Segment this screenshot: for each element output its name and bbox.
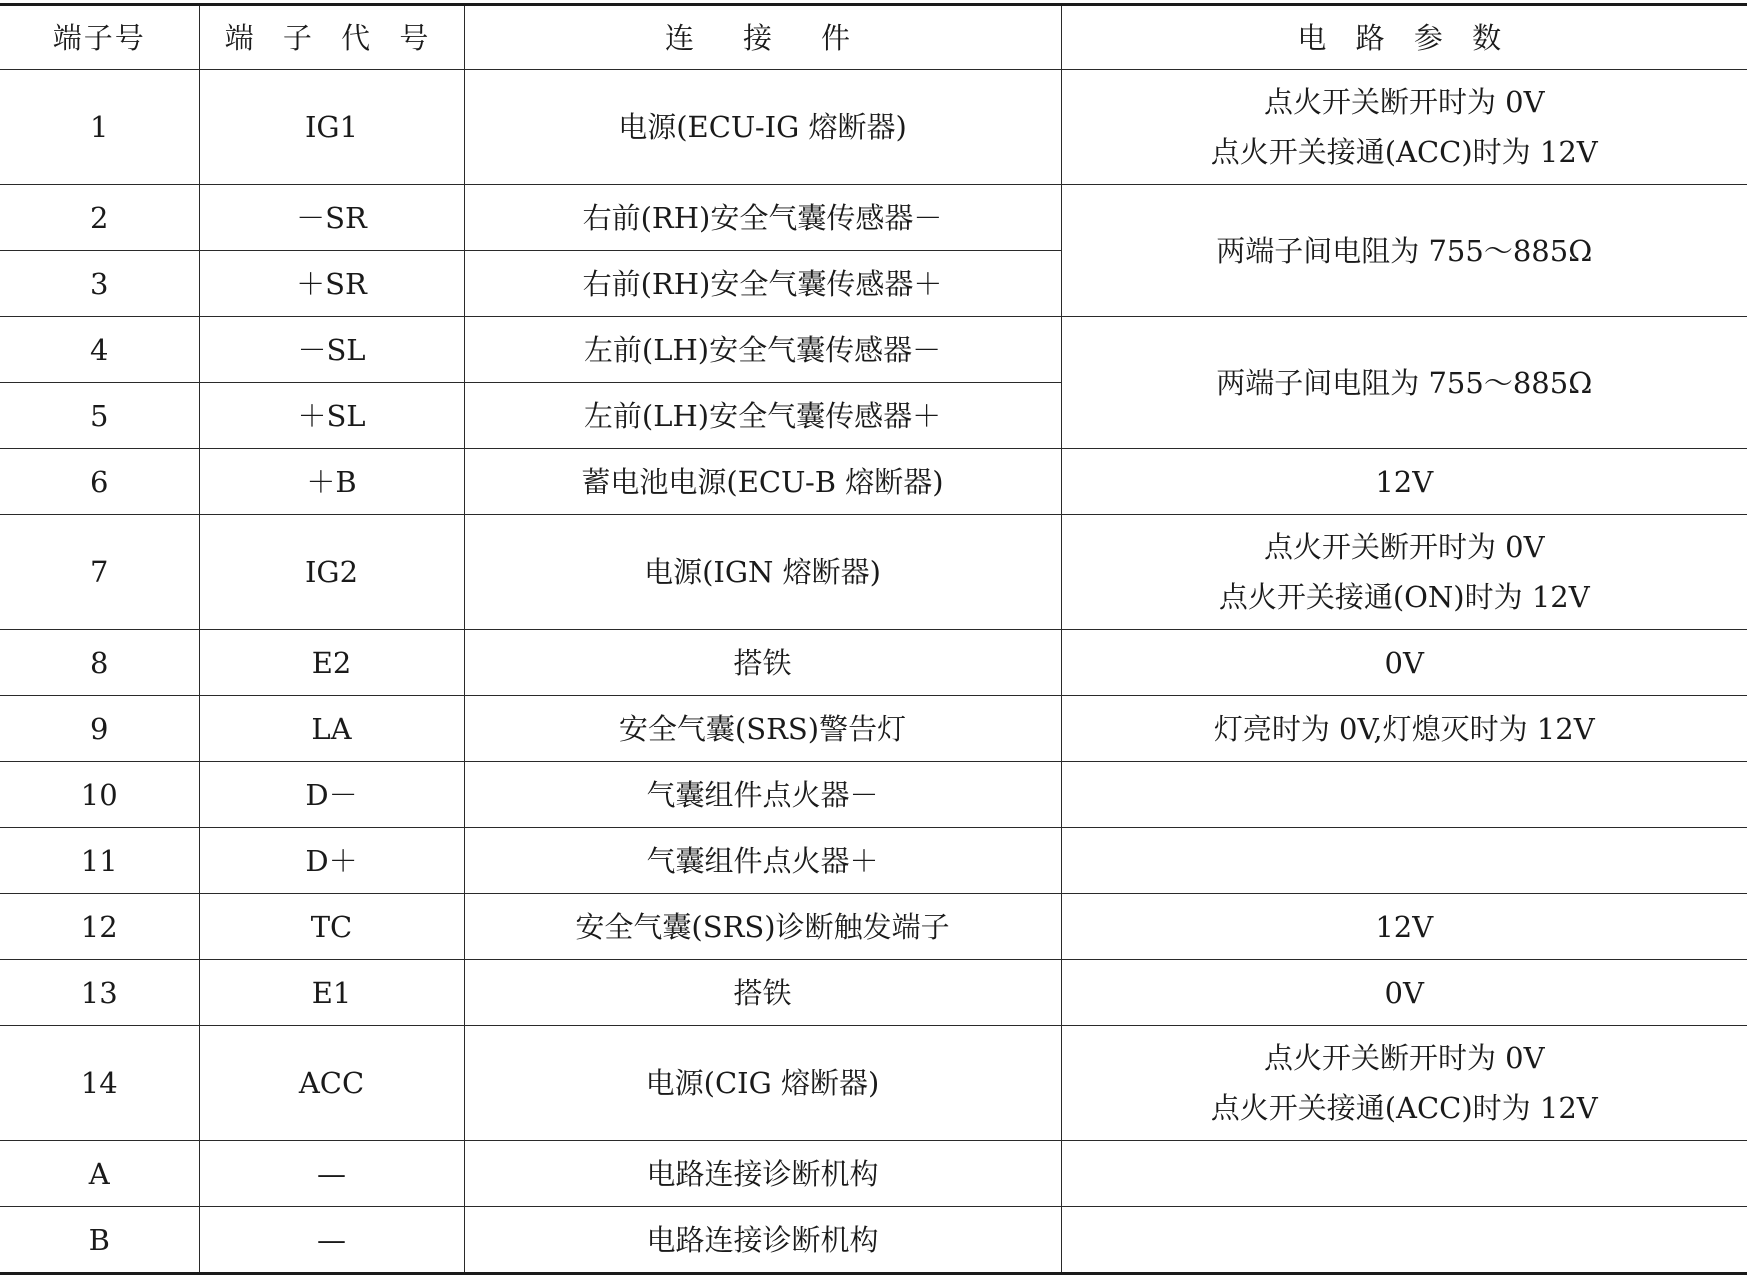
terminal-table — [0, 3, 1747, 1275]
cell-circuit-parameters — [1061, 828, 1747, 894]
cell-connector: 安全气囊(SRS)警告灯 — [464, 696, 1061, 762]
param-line: 点火开关断开时为 0V — [1263, 1041, 1545, 1075]
cell-terminal-number: 1 — [0, 70, 199, 185]
cell-terminal-number: 14 — [0, 1026, 199, 1141]
cell-terminal-code: ＋SR — [199, 251, 464, 317]
cell-connector: 电源(CIG 熔断器) — [464, 1026, 1061, 1141]
table-row — [0, 1026, 1747, 1141]
cell-connector: 右前(RH)安全气囊传感器＋ — [464, 251, 1061, 317]
cell-connector: 气囊组件点火器＋ — [464, 828, 1061, 894]
cell-terminal-code: －SR — [199, 185, 464, 251]
cell-terminal-number: 3 — [0, 251, 199, 317]
cell-terminal-code: IG1 — [199, 70, 464, 185]
cell-circuit-parameters — [1061, 515, 1747, 630]
cell-terminal-code: D＋ — [199, 828, 464, 894]
cell-terminal-code: — — [199, 1207, 464, 1274]
header-connector: 连 接 件 — [464, 5, 1061, 70]
param-line: 点火开关断开时为 0V — [1263, 530, 1545, 564]
table-row — [0, 696, 1747, 762]
cell-circuit-parameters — [1061, 1026, 1747, 1141]
header-terminal-code: 端 子 代 号 — [199, 5, 464, 70]
cell-terminal-code: D－ — [199, 762, 464, 828]
cell-terminal-code: E2 — [199, 630, 464, 696]
cell-terminal-code: ＋SL — [199, 383, 464, 449]
param-line: 点火开关接通(ACC)时为 12V — [1210, 135, 1598, 169]
cell-terminal-number: 4 — [0, 317, 199, 383]
param-line: 点火开关接通(ACC)时为 12V — [1210, 1091, 1598, 1125]
cell-connector: 电源(ECU-IG 熔断器) — [464, 70, 1061, 185]
cell-circuit-parameters — [1061, 762, 1747, 828]
cell-connector: 气囊组件点火器－ — [464, 762, 1061, 828]
cell-connector: 电路连接诊断机构 — [464, 1141, 1061, 1207]
table-row — [0, 1207, 1747, 1274]
cell-terminal-number: A — [0, 1141, 199, 1207]
table-row — [0, 960, 1747, 1026]
cell-terminal-code: LA — [199, 696, 464, 762]
header-circuit-parameters: 电 路 参 数 — [1061, 5, 1747, 70]
param-line: 点火开关断开时为 0V — [1263, 85, 1545, 119]
cell-terminal-code: — — [199, 1141, 464, 1207]
header-row — [0, 5, 1747, 70]
cell-connector: 安全气囊(SRS)诊断触发端子 — [464, 894, 1061, 960]
cell-terminal-code: ACC — [199, 1026, 464, 1141]
cell-circuit-parameters: 12V — [1061, 449, 1747, 515]
cell-circuit-parameters: 两端子间电阻为 755～885Ω — [1061, 317, 1747, 449]
cell-terminal-code: TC — [199, 894, 464, 960]
cell-connector: 搭铁 — [464, 630, 1061, 696]
cell-terminal-code: －SL — [199, 317, 464, 383]
table-row — [0, 1141, 1747, 1207]
cell-connector: 左前(LH)安全气囊传感器＋ — [464, 383, 1061, 449]
table-row — [0, 828, 1747, 894]
cell-terminal-number: 10 — [0, 762, 199, 828]
cell-terminal-number: 5 — [0, 383, 199, 449]
cell-circuit-parameters: 灯亮时为 0V,灯熄灭时为 12V — [1061, 696, 1747, 762]
cell-connector: 电路连接诊断机构 — [464, 1207, 1061, 1274]
cell-circuit-parameters: 0V — [1061, 960, 1747, 1026]
cell-connector: 蓄电池电源(ECU-B 熔断器) — [464, 449, 1061, 515]
cell-circuit-parameters — [1061, 1207, 1747, 1274]
table-row — [0, 630, 1747, 696]
cell-circuit-parameters: 两端子间电阻为 755～885Ω — [1061, 185, 1747, 317]
param-line: 点火开关接通(ON)时为 12V — [1218, 580, 1590, 614]
table-row — [0, 185, 1747, 251]
cell-connector: 电源(IGN 熔断器) — [464, 515, 1061, 630]
cell-circuit-parameters — [1061, 1141, 1747, 1207]
cell-terminal-number: 6 — [0, 449, 199, 515]
cell-terminal-code: ＋B — [199, 449, 464, 515]
cell-terminal-number: 8 — [0, 630, 199, 696]
cell-circuit-parameters: 12V — [1061, 894, 1747, 960]
cell-terminal-number: 9 — [0, 696, 199, 762]
cell-terminal-number: 11 — [0, 828, 199, 894]
cell-terminal-number: 2 — [0, 185, 199, 251]
cell-terminal-number: B — [0, 1207, 199, 1274]
header-terminal-number: 端子号 — [0, 5, 199, 70]
table-row — [0, 894, 1747, 960]
table-row — [0, 70, 1747, 185]
table-row — [0, 762, 1747, 828]
cell-connector: 搭铁 — [464, 960, 1061, 1026]
cell-terminal-number: 13 — [0, 960, 199, 1026]
cell-connector: 左前(LH)安全气囊传感器－ — [464, 317, 1061, 383]
cell-terminal-code: E1 — [199, 960, 464, 1026]
table-row — [0, 449, 1747, 515]
table-row — [0, 515, 1747, 630]
cell-circuit-parameters: 0V — [1061, 630, 1747, 696]
cell-terminal-code: IG2 — [199, 515, 464, 630]
cell-circuit-parameters — [1061, 70, 1747, 185]
cell-connector: 右前(RH)安全气囊传感器－ — [464, 185, 1061, 251]
cell-terminal-number: 7 — [0, 515, 199, 630]
cell-terminal-number: 12 — [0, 894, 199, 960]
table-row — [0, 317, 1747, 383]
